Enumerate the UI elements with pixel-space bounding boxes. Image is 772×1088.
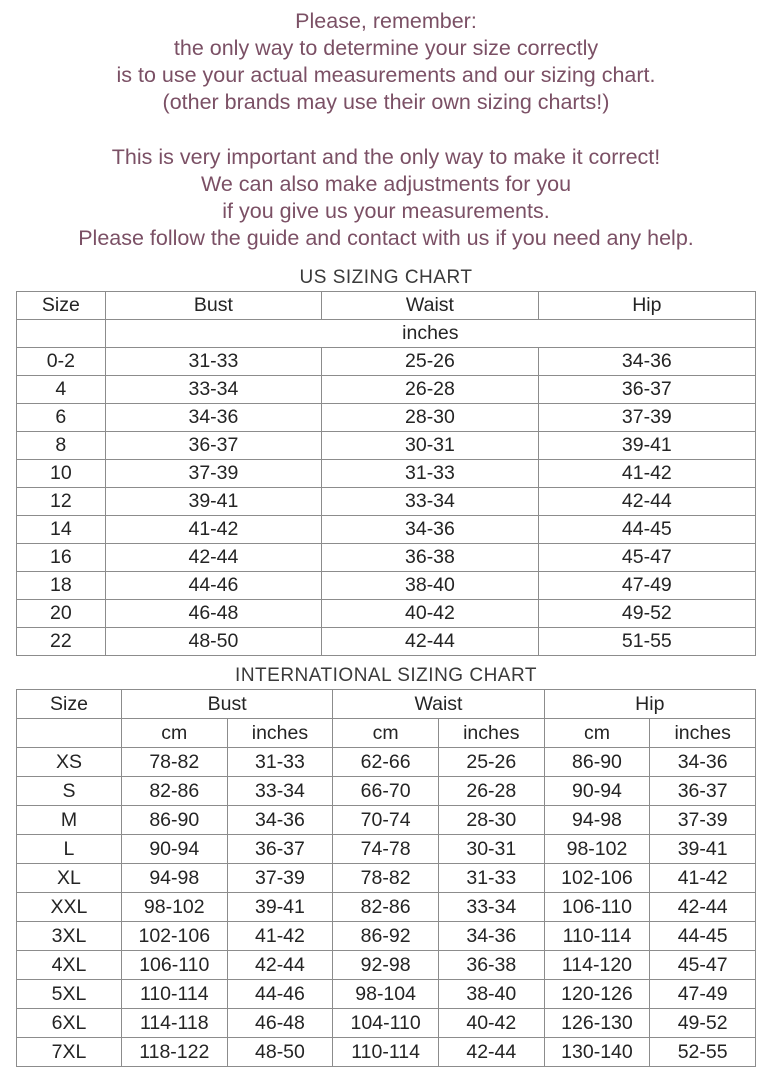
table-row <box>17 432 756 460</box>
bust-cm-cell: 86-90 <box>121 806 227 835</box>
hip-in-cell: 52-55 <box>650 1038 756 1067</box>
bust-cm-cell: 106-110 <box>121 951 227 980</box>
intro-line: if you give us your measurements. <box>222 199 550 223</box>
size-cell: 4 <box>17 376 106 404</box>
hip-cell: 42-44 <box>538 488 755 516</box>
hip-cm-cell: 102-106 <box>544 864 650 893</box>
waist-cm-cell: 74-78 <box>333 835 439 864</box>
empty-cell <box>17 320 106 348</box>
table-row <box>17 951 756 980</box>
table-row <box>17 572 756 600</box>
bust-cell: 46-48 <box>105 600 322 628</box>
us-unit-row <box>17 320 756 348</box>
hip-cell: 45-47 <box>538 544 755 572</box>
table-row <box>17 777 756 806</box>
bust-cm-cell: 78-82 <box>121 748 227 777</box>
hip-cm-cell: 90-94 <box>544 777 650 806</box>
waist-cell: 26-28 <box>322 376 539 404</box>
size-cell: L <box>17 835 122 864</box>
table-row <box>17 893 756 922</box>
waist-cell: 25-26 <box>322 348 539 376</box>
waist-cm-cell: 92-98 <box>333 951 439 980</box>
waist-in-cell: 36-38 <box>438 951 544 980</box>
hip-in-cell: 45-47 <box>650 951 756 980</box>
waist-cm-cell: 66-70 <box>333 777 439 806</box>
bust-inches-label: inches <box>227 719 333 748</box>
hip-cell: 41-42 <box>538 460 755 488</box>
intl-subheader-row <box>17 719 756 748</box>
bust-cm-cell: 82-86 <box>121 777 227 806</box>
table-row <box>17 922 756 951</box>
size-cell: 0-2 <box>17 348 106 376</box>
size-cell: 12 <box>17 488 106 516</box>
table-row <box>17 1009 756 1038</box>
hip-cm-cell: 110-114 <box>544 922 650 951</box>
size-cell: 6 <box>17 404 106 432</box>
bust-cell: 39-41 <box>105 488 322 516</box>
waist-in-cell: 28-30 <box>438 806 544 835</box>
table-row <box>17 864 756 893</box>
intro-line: is to use your actual measurements and our sizing chart. <box>116 63 656 87</box>
hip-cm-cell: 86-90 <box>544 748 650 777</box>
intl-col-bust: Bust <box>121 690 332 719</box>
bust-cell: 33-34 <box>105 376 322 404</box>
us-unit-label: inches <box>105 320 755 348</box>
us-col-hip: Hip <box>538 292 755 320</box>
us-col-bust: Bust <box>105 292 322 320</box>
intro-line: Please follow the guide and contact with us if you need any help. <box>78 226 694 250</box>
waist-cell: 28-30 <box>322 404 539 432</box>
hip-cell: 39-41 <box>538 432 755 460</box>
hip-in-cell: 36-37 <box>650 777 756 806</box>
waist-cm-cell: 62-66 <box>333 748 439 777</box>
size-cell: 5XL <box>17 980 122 1009</box>
waist-cell: 30-31 <box>322 432 539 460</box>
intro-note-paragraph <box>0 8 772 116</box>
waist-in-cell: 26-28 <box>438 777 544 806</box>
hip-cell: 47-49 <box>538 572 755 600</box>
hip-cm-cell: 120-126 <box>544 980 650 1009</box>
bust-cm-cell: 90-94 <box>121 835 227 864</box>
bust-cell: 34-36 <box>105 404 322 432</box>
bust-cell: 41-42 <box>105 516 322 544</box>
size-cell: 7XL <box>17 1038 122 1067</box>
table-row <box>17 628 756 656</box>
waist-cell: 38-40 <box>322 572 539 600</box>
hip-cell: 49-52 <box>538 600 755 628</box>
bust-cm-cell: 94-98 <box>121 864 227 893</box>
hip-cm-cell: 106-110 <box>544 893 650 922</box>
hip-in-cell: 47-49 <box>650 980 756 1009</box>
size-cell: 4XL <box>17 951 122 980</box>
hip-inches-label: inches <box>650 719 756 748</box>
hip-cell: 37-39 <box>538 404 755 432</box>
intro-line: This is very important and the only way to make it correct! <box>111 145 661 169</box>
bust-in-cell: 39-41 <box>227 893 333 922</box>
size-cell: 14 <box>17 516 106 544</box>
waist-cell: 40-42 <box>322 600 539 628</box>
hip-in-cell: 41-42 <box>650 864 756 893</box>
bust-in-cell: 36-37 <box>227 835 333 864</box>
intl-col-hip: Hip <box>544 690 755 719</box>
waist-inches-label: inches <box>438 719 544 748</box>
us-header-row <box>17 292 756 320</box>
size-cell: XS <box>17 748 122 777</box>
hip-cm-cell: 130-140 <box>544 1038 650 1067</box>
waist-cell: 31-33 <box>322 460 539 488</box>
waist-in-cell: 40-42 <box>438 1009 544 1038</box>
us-col-waist: Waist <box>322 292 539 320</box>
bust-in-cell: 37-39 <box>227 864 333 893</box>
bust-cell: 42-44 <box>105 544 322 572</box>
size-cell: XL <box>17 864 122 893</box>
waist-cm-cell: 104-110 <box>333 1009 439 1038</box>
bust-cm-cell: 114-118 <box>121 1009 227 1038</box>
table-row <box>17 980 756 1009</box>
bust-in-cell: 41-42 <box>227 922 333 951</box>
hip-in-cell: 42-44 <box>650 893 756 922</box>
hip-cell: 34-36 <box>538 348 755 376</box>
hip-cell: 44-45 <box>538 516 755 544</box>
waist-cm-cell: 82-86 <box>333 893 439 922</box>
size-cell: 10 <box>17 460 106 488</box>
table-row <box>17 488 756 516</box>
intl-header-row <box>17 690 756 719</box>
size-cell: 16 <box>17 544 106 572</box>
size-cell: M <box>17 806 122 835</box>
hip-cm-cell: 98-102 <box>544 835 650 864</box>
table-row <box>17 600 756 628</box>
waist-cm-cell: 98-104 <box>333 980 439 1009</box>
intro-line: (other brands may use their own sizing charts!) <box>162 90 610 114</box>
size-cell: XXL <box>17 893 122 922</box>
intro-line: We can also make adjustments for you <box>200 172 572 196</box>
waist-cell: 33-34 <box>322 488 539 516</box>
size-cell: 20 <box>17 600 106 628</box>
waist-cm-cell: 70-74 <box>333 806 439 835</box>
waist-cell: 34-36 <box>322 516 539 544</box>
intl-table-body <box>17 748 756 1067</box>
waist-in-cell: 25-26 <box>438 748 544 777</box>
table-row <box>17 1038 756 1067</box>
important-note-paragraph <box>0 144 772 252</box>
waist-cm-cell: 86-92 <box>333 922 439 951</box>
hip-in-cell: 37-39 <box>650 806 756 835</box>
hip-in-cell: 49-52 <box>650 1009 756 1038</box>
intl-col-waist: Waist <box>333 690 544 719</box>
size-cell: 22 <box>17 628 106 656</box>
table-row <box>17 748 756 777</box>
waist-in-cell: 42-44 <box>438 1038 544 1067</box>
intro-line: Please, remember: <box>295 9 477 33</box>
table-row <box>17 544 756 572</box>
intl-chart-title: INTERNATIONAL SIZING CHART <box>235 665 537 686</box>
bust-in-cell: 31-33 <box>227 748 333 777</box>
hip-cm-cell: 114-120 <box>544 951 650 980</box>
bust-cm-cell: 110-114 <box>121 980 227 1009</box>
empty-cell <box>17 719 122 748</box>
bust-cell: 31-33 <box>105 348 322 376</box>
bust-cell: 44-46 <box>105 572 322 600</box>
bust-in-cell: 34-36 <box>227 806 333 835</box>
size-cell: 8 <box>17 432 106 460</box>
waist-cm-cell: 78-82 <box>333 864 439 893</box>
bust-cm-cell: 102-106 <box>121 922 227 951</box>
bust-in-cell: 44-46 <box>227 980 333 1009</box>
hip-cell: 51-55 <box>538 628 755 656</box>
size-cell: 18 <box>17 572 106 600</box>
waist-in-cell: 33-34 <box>438 893 544 922</box>
hip-in-cell: 39-41 <box>650 835 756 864</box>
table-row <box>17 806 756 835</box>
table-row <box>17 460 756 488</box>
waist-cell: 42-44 <box>322 628 539 656</box>
size-cell: 3XL <box>17 922 122 951</box>
international-sizing-table <box>16 689 756 1067</box>
table-row <box>17 348 756 376</box>
waist-cm-cell: 110-114 <box>333 1038 439 1067</box>
table-row <box>17 404 756 432</box>
bust-in-cell: 48-50 <box>227 1038 333 1067</box>
us-table-body <box>17 348 756 656</box>
bust-cm-label: cm <box>121 719 227 748</box>
waist-in-cell: 30-31 <box>438 835 544 864</box>
bust-in-cell: 42-44 <box>227 951 333 980</box>
table-row <box>17 835 756 864</box>
bust-in-cell: 46-48 <box>227 1009 333 1038</box>
waist-cm-label: cm <box>333 719 439 748</box>
hip-cm-cell: 126-130 <box>544 1009 650 1038</box>
waist-in-cell: 34-36 <box>438 922 544 951</box>
table-row <box>17 376 756 404</box>
hip-in-cell: 44-45 <box>650 922 756 951</box>
hip-cell: 36-37 <box>538 376 755 404</box>
us-sizing-table <box>16 291 756 656</box>
size-cell: 6XL <box>17 1009 122 1038</box>
bust-cm-cell: 98-102 <box>121 893 227 922</box>
waist-cell: 36-38 <box>322 544 539 572</box>
intl-col-size: Size <box>17 690 122 719</box>
bust-cell: 37-39 <box>105 460 322 488</box>
hip-in-cell: 34-36 <box>650 748 756 777</box>
bust-cm-cell: 118-122 <box>121 1038 227 1067</box>
hip-cm-label: cm <box>544 719 650 748</box>
waist-in-cell: 38-40 <box>438 980 544 1009</box>
bust-in-cell: 33-34 <box>227 777 333 806</box>
bust-cell: 48-50 <box>105 628 322 656</box>
hip-cm-cell: 94-98 <box>544 806 650 835</box>
us-col-size: Size <box>17 292 106 320</box>
us-chart-title: US SIZING CHART <box>299 267 473 288</box>
bust-cell: 36-37 <box>105 432 322 460</box>
size-cell: S <box>17 777 122 806</box>
table-row <box>17 516 756 544</box>
intro-line: the only way to determine your size correctly <box>173 36 599 60</box>
waist-in-cell: 31-33 <box>438 864 544 893</box>
